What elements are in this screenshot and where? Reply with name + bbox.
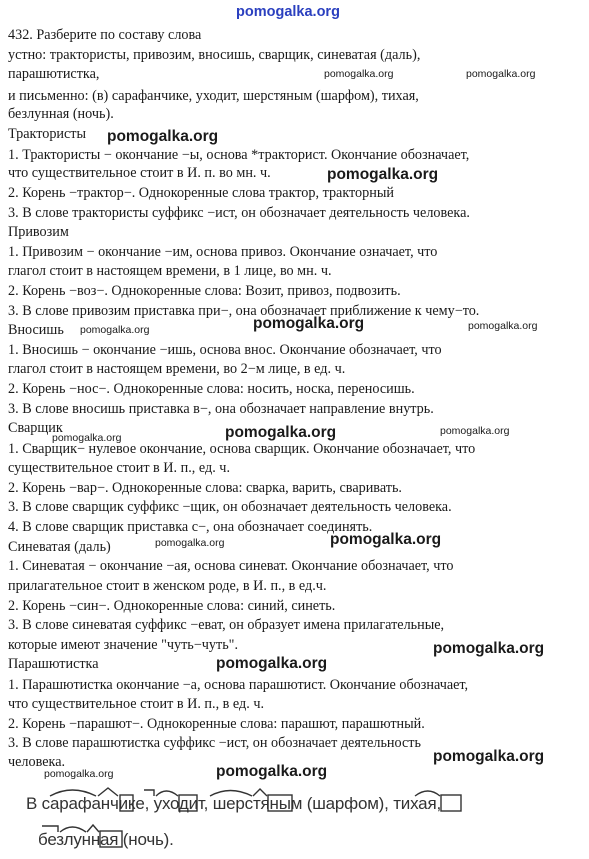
text-line: парашютистка, <box>8 66 100 82</box>
watermark: pomogalka.org <box>253 315 365 332</box>
text-line: 2. Корень −син−. Однокоренные слова: синий, синеть. <box>8 598 336 614</box>
text-line: устно: трактористы, привозим, вносишь, сварщик, синеватая (даль), <box>8 47 421 63</box>
watermark: pomogalka.org <box>433 748 545 765</box>
watermark: pomogalka.org <box>225 424 337 441</box>
section-heading: Трактористы <box>8 126 87 142</box>
text-line: 3. В слове вносишь приставка в−, она обозначает направление внутрь. <box>8 401 434 417</box>
text-line: 3. В слове сварщик суффикс −щик, он обозначает деятельность человека. <box>8 499 452 515</box>
watermark: pomogalka.org <box>324 68 394 80</box>
text-line: безлунная (ночь). <box>8 106 114 122</box>
text-line: 1. Парашютистка окончание −а, основа парашютист. Окончание обозначает, <box>8 677 469 693</box>
watermark: pomogalka.org <box>80 324 150 336</box>
section-heading: Вносишь <box>8 322 64 338</box>
morpheme-analysis-image <box>20 786 540 856</box>
watermark: pomogalka.org <box>52 432 122 444</box>
section-heading: Парашютистка <box>8 656 99 672</box>
text-line: 4. В слове сварщик приставка с−, она обозначает соединять. <box>8 519 373 535</box>
text-line: 1. Сварщик− нулевое окончание, основа сварщик. Окончание обозначает, что <box>8 441 476 457</box>
watermark: pomogalka.org <box>433 640 545 657</box>
text-line: 2. Корень −воз−. Однокоренные слова: Возит, привоз, подвозить. <box>8 283 401 299</box>
text-line: 3. В слове привозим приставка при−, она обозначает приближение к чему−то. <box>8 303 480 319</box>
text-line: глагол стоит в настоящем времени, в 1 лице, во мн. ч. <box>8 263 332 279</box>
text-line: 2. Корень −трактор−. Однокоренные слова трактор, тракторный <box>8 185 394 201</box>
text-line: 2. Корень −нос−. Однокоренные слова: носить, носка, переносишь. <box>8 381 415 397</box>
section-heading: Привозим <box>8 224 69 240</box>
text-line: которые имеют значение "чуть−чуть". <box>8 637 238 653</box>
text-line: что существительное стоит в И. п., в ед. ч. <box>8 696 265 712</box>
watermark: pomogalka.org <box>216 763 328 780</box>
watermark: pomogalka.org <box>327 166 439 183</box>
text-line: 1. Синеватая − окончание −ая, основа синеват. Окончание обозначает, что <box>8 558 454 574</box>
text-line: 2. Корень −вар−. Однокоренные слова: сварка, варить, сваривать. <box>8 480 402 496</box>
section-heading: Сварщик <box>8 420 63 436</box>
task-title: 432. Разберите по составу слова <box>8 27 202 43</box>
text-line: и письменно: (в) сарафанчике, уходит, шерстяным (шарфом), тихая, <box>8 88 419 104</box>
text-line: 2. Корень −парашют−. Однокоренные слова: парашют, парашютный. <box>8 716 425 732</box>
watermark: pomogalka.org <box>468 320 538 332</box>
watermark: pomogalka.org <box>44 768 114 780</box>
text-line: 1. Трактористы − окончание −ы, основа *тракторист. Окончание обозначает, <box>8 147 470 163</box>
text-line: 3. В слове парашютистка суффикс −ист, он обозначает деятельность <box>8 735 421 751</box>
watermark: pomogalka.org <box>330 531 442 548</box>
analysis-line-1: В сарафанчике, уходит, шерстяным (шарфом), тихая, <box>26 794 441 813</box>
text-line: 3. В слове трактористы суффикс −ист, он обозначает деятельность человека. <box>8 205 470 221</box>
text-line: существительное стоит в И. п., ед. ч. <box>8 460 230 476</box>
text-line: глагол стоит в настоящем времени, во 2−м лице, в ед. ч. <box>8 361 346 377</box>
watermark: pomogalka.org <box>155 537 225 549</box>
watermark: pomogalka.org <box>440 425 510 437</box>
text-line: человека. <box>8 754 66 770</box>
analysis-line-2: безлунная (ночь). <box>38 830 174 849</box>
text-line: прилагательное стоит в женском роде, в И. п., в ед.ч. <box>8 578 327 594</box>
text-line: 1. Вносишь − окончание −ишь, основа внос. Окончание обозначает, что <box>8 342 442 358</box>
text-line: 3. В слове синеватая суффикс −еват, он образует имена прилагательные, <box>8 617 445 633</box>
watermark: pomogalka.org <box>216 655 328 672</box>
morpheme-marks <box>20 786 540 856</box>
text-line: 1. Привозим − окончание −им, основа привоз. Окончание означает, что <box>8 244 438 260</box>
section-heading: Синеватая (даль) <box>8 539 111 555</box>
watermark-top: pomogalka.org <box>236 4 340 20</box>
text-line: что существительное стоит в И. п. во мн. ч. <box>8 165 271 181</box>
watermark: pomogalka.org <box>466 68 536 80</box>
watermark: pomogalka.org <box>107 128 219 145</box>
